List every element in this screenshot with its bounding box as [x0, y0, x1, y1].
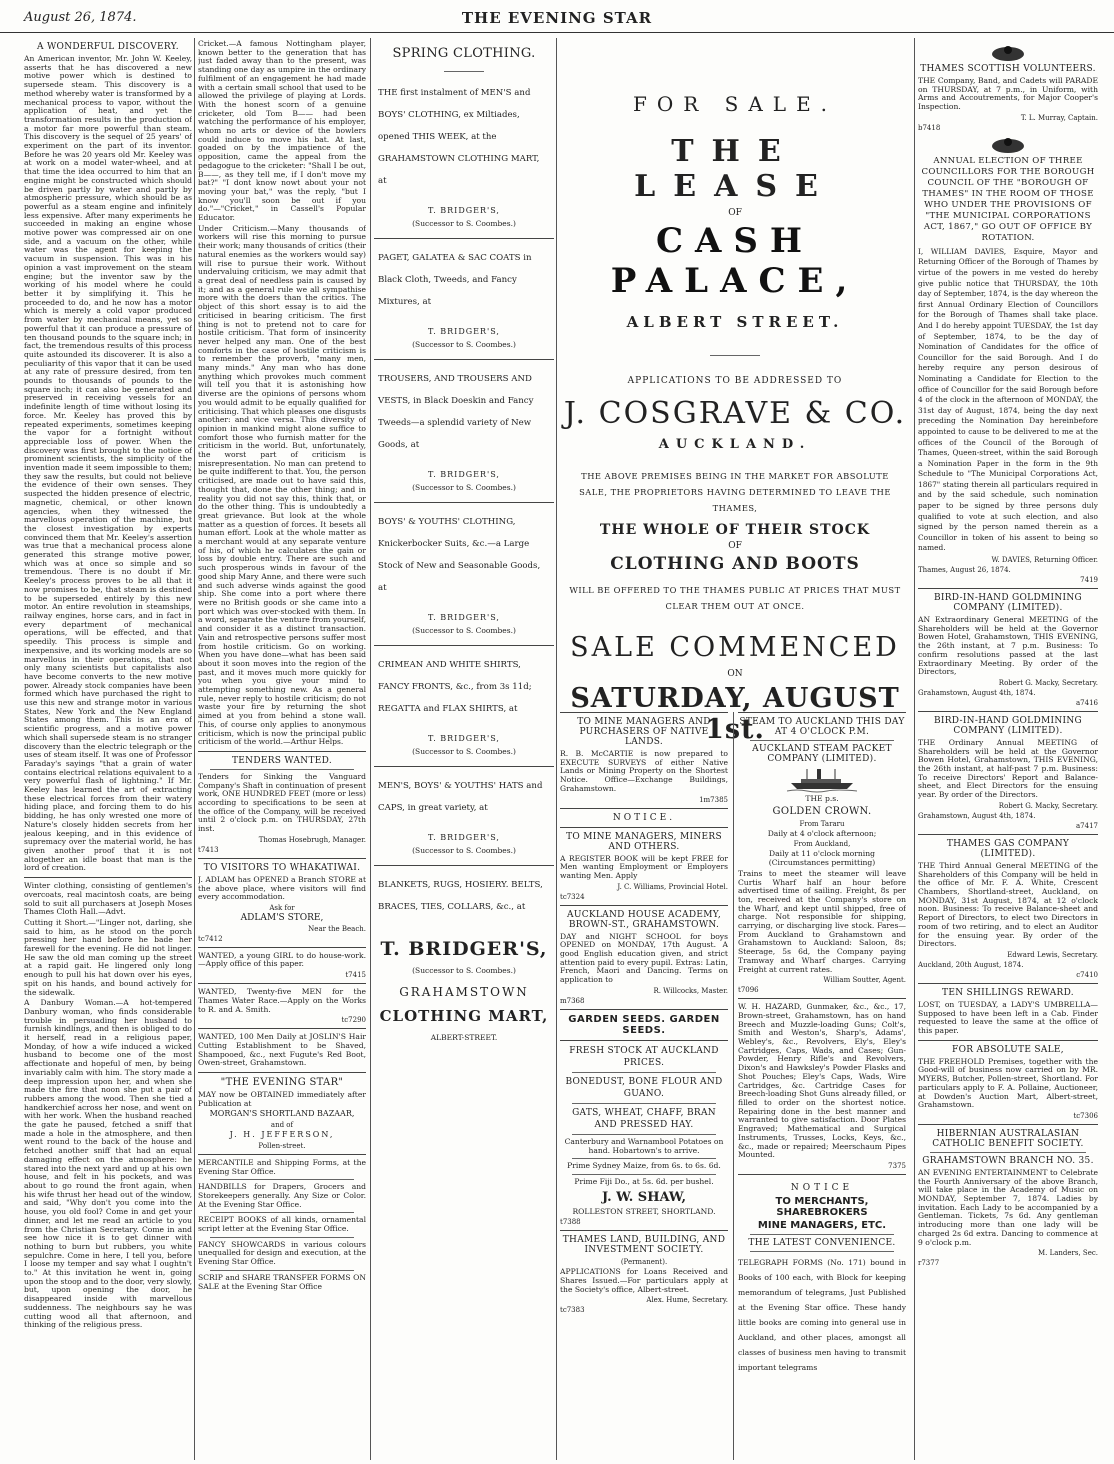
ad-signature: Edward Lewis, Secretary. [1007, 950, 1098, 959]
divider [374, 766, 554, 767]
divider [738, 1174, 906, 1175]
advertisement-paragraph: Winter clothing, consisting of gentlemen's overcoats, real macintosh coats, are being sold to suit all purchasers at Joseph Moses Thames Cloth Hall.—Advt. [24, 881, 192, 917]
ad-body: BLANKETS, RUGS, HOSIERY. BELTS, BRACES, TIES, COLLARS, &c., at [378, 880, 543, 912]
divider [198, 1028, 366, 1029]
divider [374, 238, 554, 239]
ad-body: MEN'S, BOYS' & YOUTHS' HATS and CAPS, in great variety, at [378, 781, 543, 813]
ad-vendor-note: (Successor to S. Coombes.) [412, 626, 516, 635]
ad-heading: GRAHAMSTOWN BRANCH NO. 35. [922, 1155, 1094, 1166]
ad-heading: AUCKLAND HOUSE ACADEMY, BROWN-ST., GRAHAMSTOWN. [567, 909, 721, 930]
ad-vendor: T. BRIDGER'S, [428, 327, 500, 336]
ad-body: THE Company, Band, and Cadets will PARADE on THURSDAY, at 7 p.m., in Uniform, with Arms and Accoutrements, for Major Cooper's Inspection. [918, 76, 1098, 112]
ad-signature: Thomas Hosebrugh, Manager. [258, 835, 366, 844]
divider [750, 740, 894, 741]
column-rule [733, 712, 734, 1460]
ad-body: Tenders for Sinking the Vanguard Company's Shaft in continuation of present work, ONE HUNDRED FEET (more or less) according to specifications to be seen at the office of the Company, will be received until 2 o'clock p.m. on THURSDAY, 27th inst. [198, 771, 366, 834]
divider [560, 1230, 728, 1231]
bottom-subcolumns [560, 712, 910, 1460]
divider [710, 355, 760, 356]
column-1 [24, 40, 192, 1460]
divider [374, 359, 554, 360]
ad-text: GATS, WHEAT, CHAFF, BRAN AND PRESSED HAY. [572, 1107, 716, 1130]
store-address: ALBERT-STREET. [430, 1033, 498, 1042]
ad-heading: MINE MANAGERS, ETC. [757, 1219, 887, 1231]
ad-heading: THAMES LAND, BUILDING, AND INVESTMENT SOCIETY. [562, 1235, 726, 1256]
ad-reference: c7410 [1076, 970, 1098, 979]
ad-heading: FOR ABSOLUTE SALE, [952, 1044, 1064, 1055]
applications-text: APPLICATIONS TO BE ADDRESSED TO [627, 376, 843, 386]
ad-body: W. H. HAZARD, Gunmaker, &c., &c., 17, Brown-street, Grahamstown, has on hand Breech and Muzzle-loading Guns; Colt's, Smith and Weston's, Sharp's, Adams', Webley's, &c., Revolvers, Ely's, Eley's Cartridges, Caps, Wads, and Cases; Gun-Powder, Henry Rifle's and Revolvers, Dixon's and Hawksley's Powder Flasks and Shot Pouches; Eley's Caps, Wads, Wire Cartridges, &c. Cartridge Cases for Breech-loading Shot Guns already filled, or filled to order on the shortest notice. Repairing done in the best manner and warranted to give satisfaction. Door Plates Engraved; Mathematical and Surgical Instruments, Trusses, Locks, Keys, &c., &c., made or repaired; Meerschaum Pipes Mounted. [738, 1002, 906, 1160]
article-paragraph: Cutting it Short.—"Linger not, darling, she said to him, as he stood on the porch pressing her hand before he bade her farewell for the evening. He did not linger. He saw the old man coming up the street at a rapid gait. He lingered only long enough to pull his hat down over his eyes, spit on his hands, and bound actively for the sidewalk. [24, 917, 192, 997]
issue-date: August 26, 1874. [24, 10, 137, 25]
divider [750, 1234, 894, 1235]
vendor-name-large: T. BRIDGER'S, [380, 938, 548, 960]
ad-body: A REGISTER BOOK will be kept FREE for Men wanting Employment or Employers wanting Men. Apply [560, 853, 728, 880]
ad-heading: THAMES GAS COMPANY (LIMITED). [946, 838, 1070, 859]
divider [374, 645, 554, 646]
divider [738, 712, 906, 713]
ad-body: TROUSERS, AND TROUSERS AND VESTS, in Black Doeskin and Fancy Tweeds—a splendid variety of New Goods, at [378, 374, 534, 450]
sale-date-heading: SATURDAY, AUGUST 1st. [570, 683, 900, 745]
column-2 [198, 40, 366, 1460]
ad-body: WANTED, a young GIRL to do house-work.—Apply office of this paper. [198, 950, 366, 969]
ad-heading: STEAM TO AUCKLAND THIS DAY AT 4 O'CLOCK P.M. [739, 717, 905, 737]
divider [210, 769, 354, 770]
store-location: GRAHAMSTOWN [399, 985, 529, 999]
ad-text: Daily at 11 o'clock morning (Circumstances permitting) [768, 849, 876, 868]
ad-body: DAY and NIGHT SCHOOL for boys OPENED on MONDAY, 17th August. A good English education given, and strict attention paid to every pupil. Extras: Latin, French, Maori and Dancing. Terms on application to [560, 931, 728, 985]
ad-body: MAY now be OBTAINED immediately after Publication at [198, 1090, 366, 1108]
divider [572, 1158, 716, 1159]
divider [560, 905, 728, 906]
divider [560, 827, 728, 828]
ad-body: MERCANTILE and Shipping Forms, at the Evening Star Office. [198, 1157, 366, 1176]
column-rule [194, 38, 195, 1460]
ad-heading: TEN SHILLINGS REWARD. [942, 987, 1074, 998]
divider [738, 998, 906, 999]
divider [560, 808, 728, 809]
ad-text: THE p.s. [805, 794, 839, 803]
ad-vendor-note: (Successor to S. Coombes.) [412, 219, 516, 228]
divider [572, 1072, 716, 1073]
ad-text: BONEDUST, BONE FLOUR AND GUANO. [565, 1076, 723, 1099]
store-name: CLOTHING MART, [379, 1007, 549, 1025]
divider [198, 751, 366, 752]
ad-reference: t7415 [345, 971, 366, 980]
divider [930, 1152, 1086, 1153]
ad-body: BOYS' & YOUTHS' CLOTHING, Knickerbocker Suits, &c.—a Large Stock of New and Seasonable Goods, at [378, 517, 541, 593]
ad-signature: Robert G. Macky, Secretary. [998, 801, 1098, 810]
divider [918, 711, 1098, 712]
company-name: J. COSGRAVE & CO. [563, 396, 907, 431]
divider [560, 1009, 728, 1010]
ad-reference: 7419 [1080, 576, 1098, 585]
ad-body: AN EVENING ENTERTAINMENT to Celebrate the Fourth Anniversary of the above Branch, will take place in the Academy of Music on MONDAY, September 7, 1874. Ladies by invitation. Each Lady to be accompanied by a Gentleman. Tickets, 7s 6d. Any gentleman introducing more than one lady will be charged 2s 6d extra. Dancing to commence at 9 o'clock p.m. [918, 1167, 1098, 1247]
ad-text: MORGAN'S SHORTLAND BAZAAR, [209, 1109, 355, 1119]
ad-signature: Alex. Hume, Secretary. [646, 1296, 728, 1305]
cash-palace-heading: CASH PALACE, [610, 221, 860, 301]
ad-reference: tc7290 [341, 1016, 366, 1025]
ad-text: ADLAM'S STORE, [240, 912, 324, 923]
ad-heading: NOTICE. [612, 812, 676, 823]
ad-reference: t7413 [198, 845, 219, 854]
ad-body: RECEIPT BOOKS of all kinds, ornamental script letter at the Evening Star Office. [198, 1215, 366, 1234]
divider [444, 71, 484, 72]
column-rule [556, 38, 557, 1460]
article-paragraph: Under Criticism.—Many thousands of workers will rise this morning to pursue their work; many thousands of critics (their natural enemies as the workers would say) will rise to pursue their work. Without undervaluing criticism, we may admit that a great deal of needless pain is caused by it; and as a general rule we all sympathise more with the doers than the critics. The object of this short essay is to aid the criticised in bearing criticism. The first thing is not to pretend not to care for hostile criticism. That form of insincerity never helped any man. One of the best comforts in the case of hostile criticism is to remember the proverb, "many men, many minds." Any man who has done anything which provokes much comment will tell you that it is astonishing how diverse are the opinions of persons whom you would admit to be equally qualified for criticising. That which pleases one disgusts another: and vice versa. This diversity of opinion in mankind might alone suffice to comfort those who furnish matter for the criticism in the world. But, unfortunately, the worst part of criticism is misrepresentation. No man can pretend to be quite indifferent to that. You, the person criticised, are made out to have said this, thought that, done the other thing; and in reality you did not say this, think that, or do the other thing. This is undoubtedly a great grievance. But look at the whole matter as a question of forces. It besets all human effort. Look at the whole matter as a merchant would at any separate venture of his, of which he calculates the gain or loss by double entry. There are such and such prosperous winds in favour of the good ship Mary Anne, and there were such and such adverse winds against the good ship. She come into a port where there were no British goods or she came into a port which was over-stocked with them. In a word, separate the venture from yourself, and consider it as a distinct transaction. Vain and retrospective persons suffer most from hostile criticism. Go on working. When you have done—what has been said about it soon moves into the region of the past, and it moves much more quickly for you when you give your mind to attempting something new. As a general rule, never reply to hostile criticism; do not waste your fire by returning the shot aimed at you from behind a stone wall. This, of course only applies to anonymous criticism, which is now the principal public criticism of the world.—Arthur Helps. [198, 223, 366, 747]
ad-heading: TO MINE MANAGERS, MINERS AND OTHERS. [566, 831, 722, 852]
ad-body: SCRIP and SHARE TRANSFER FORMS ON SALE at the Evening Star Office [198, 1272, 366, 1291]
vendor-name: J. W. SHAW, [601, 1189, 687, 1205]
ad-heading: GARDEN SEEDS. GARDEN SEEDS. [568, 1013, 720, 1036]
ad-signature: R. Willcocks, Master. [653, 986, 728, 995]
ad-body: APPLICATIONS for Loans Received and Shares Issued.—For particulars apply at the Society's office, Albert-street. [560, 1267, 728, 1294]
connector-text: OF [728, 541, 742, 551]
clothing-heading: CLOTHING AND BOOTS [610, 554, 860, 574]
ad-heading: BIRD-IN-HAND GOLDMINING COMPANY (LIMITED). [933, 593, 1083, 614]
divider [560, 712, 728, 713]
ad-body: R. B. McCARTIE is now prepared to EXECUTE SURVEYS of either Native Lands or Mining Property on the Shortest Notice. Office—Exchange Buildings, Grahamstown. [560, 749, 728, 793]
ad-heading: "THE EVENING STAR" [220, 1077, 344, 1089]
ad-text: Near the Beach. [308, 924, 366, 933]
ad-date: Grahamstown, August 4th, 1874. [918, 811, 1036, 820]
ad-body: I, WILLIAM DAVIES, Esquire, Mayor and Returning Officer of the Borough of Thames by virtue of the powers in me vested do hereby give public notice that THURSDAY, the 10th day of September, 1874, is the day whereon the first Annual Ordinary Election of Councillors for the Borough of Thames shall take place. And I do hereby appoint TUESDAY, the 1st day of September, 1874, to be the day of Nomination of Candidates for the office of Councillor for the said Borough. And I do hereby require any person desirous of Nominating a Candidate for Election to the office of Councillor for the said Borough before 4 of the clock in the afternoon of MONDAY, the 31st day of August, 1874, being the day next preceding the Nomination Day hereinbefore appointed to cause to be delivered to me at the offices of the Council of the Borough of Thames, Queen-street, within the said Borough a Nomination Paper in the form in the 9th Schedule to "The Municipal Corporations Act, 1867" stating therein all particulars required in and by the said schedule, such nomination paper to be signed by three persons duly qualified to vote at such election, and also signed by the person named therein as a Councillor in token of his assent to being so named. [918, 246, 1098, 553]
ad-body: HANDBILLS for Drapers, Grocers and Storekeepers generally. Any Size or Color. At the Evening Star Office. [198, 1182, 366, 1209]
ad-heading: AUCKLAND STEAM PACKET COMPANY (LIMITED). [752, 744, 892, 764]
connector-text: ON [727, 669, 743, 679]
divider [198, 983, 366, 984]
divider [198, 1154, 366, 1155]
ad-text: FRESH STOCK AT AUCKLAND PRICES. [569, 1045, 719, 1068]
ad-reference: m7368 [560, 996, 585, 1005]
ad-text: Ask for [269, 903, 295, 912]
street-heading: ALBERT STREET. [626, 313, 844, 331]
ad-body: THE first instalment of MEN'S and BOYS' CLOTHING, ex Miltiades, opened THIS WEEK, at the GRAHAMSTOWN CLOTHING MART, at [378, 88, 540, 186]
ad-heading: TENDERS WANTED. [231, 755, 333, 766]
ad-signature: J. C. Williams, Provincial Hotel. [617, 882, 728, 891]
divider [918, 1124, 1098, 1125]
ad-body: WANTED, 100 Men Daily at JOSLIN'S Hair Cutting Establishment to be Shaved, Shampooed, &c., next Fugute's Red Boot, Owen-street, Grahamstown. [198, 1032, 366, 1068]
ad-reference: a7416 [1076, 698, 1098, 707]
divider [374, 865, 554, 866]
ad-body: THE Third Annual General MEETING of the Shareholders of this Company will be held in the office of Mr. F. A. White, Crescent Chambers, Shortland-street, Auckland, on MONDAY, 31st August, 1874, at 12 o'clock noon. Business: To receive Balance-sheet and Report of Directors, to elect two Directors in room of two retiring, and to elect an Auditor for the ensuing year. By order of the Directors. [918, 860, 1098, 949]
divider [918, 834, 1098, 835]
ad-heading: THE LATEST CONVENIENCE. [748, 1237, 896, 1248]
ad-reference: 1m7385 [699, 795, 728, 804]
ad-reference: tc7324 [560, 892, 585, 901]
ad-reference: tc7383 [560, 1306, 585, 1315]
ad-body: PAGET, GALATEA & SAC COATS in Black Cloth, Tweeds, and Fancy Mixtures, at [378, 253, 532, 307]
column-rule [370, 38, 371, 1460]
ad-text: Canterbury and Warnambool Potatoes on hand. Hobartown's to arrive. [564, 1136, 724, 1155]
article-paragraph: A Danbury Woman.—A hot-tempered Danbury woman, who finds considerable trouble in persuading her husband to furnish kindlings, and then is obliged to do it herself, read in a religious paper, Monday, of how a wife induced a wicked husband to become one of the most affectionate and hopeful of men, by being invariably calm with him. The story made a deep impression upon her, and when she made the fire that noon she put a pair of rubbers among the wood. Then she tied a handkerchief across her nose, and went on with her work. When the husband reached the gate he paused, fetched a sniff that made a hole in the atmosphere, and then went round to the back of the house and fetched another sniff that had an equal damaging effect on the atmosphere: he stared into the next yard and up at his own house, and felt in his pockets, and was about to go round the front again, when his wife thrust her head out of the window, and said, "Why don't you come into the house, you old fool? Come in and get your dinner, and let me read an article to you from the Christian Secretary. Come in and see how nice it is to get dinner with nothing to burn but rubbers, you white sepulchre. Come in here, I tell you, before I loose my temper and say what I oughtn't to." At this invitation he went in, going upon the stoop and to the door, very slowly, but, upon opening the door, he disappeared inside with marvellous suddenness. The neighbours say he was cutting wood all that afternoon, and thinking of the religious press. [24, 998, 192, 1330]
for-sale-heading: FOR SALE. [632, 92, 838, 116]
company-city: AUCKLAND. [658, 437, 812, 452]
ad-text: Daily at 4 o'clock afternoon; [767, 828, 877, 838]
sale-commenced-heading: SALE COMMENCED [570, 632, 900, 663]
ad-text: (Permanent). [620, 1258, 668, 1267]
ad-reference: tc7412 [198, 934, 223, 943]
ad-body: FANCY SHOWCARDS in various colours unequalled for design and execution, at the Evening Star Office. [198, 1239, 366, 1267]
ad-text: J. H. JEFFERSON, [229, 1130, 335, 1140]
ad-signature: T. L. Murray, Captain. [1020, 113, 1098, 122]
article-paragraph: Cricket.—A famous Nottingham player, known better to the generation that has just faded away than to the present, was standing one day as umpire in the ordinary fulfilment of an engagement he had made with a certain small school that used to be allowed the privilege of playing at Lords. With the honest scorn of a genuine cricketer, old Tom B—— had been watching the performance of his employer, whom no arts or device of the bowlers could induce to move his bat. At last, goaded on by the impatience of the opposition, came the appeal from the pedagogue to the cricketer: "Shall I be out, B——, as they tell me, if I don't move my bat?" "I dont know nowt about your not moving your bat," was the reply, "but I know you'll soon be out if you do."—"Cricket," in Cassell's Popular Educator. [198, 40, 366, 223]
divider [750, 1251, 894, 1252]
ad-body: TELEGRAPH FORMS (No. 171) bound in Books of 100 each, with Block for keeping memorandum of telegrams, Just Published at the Evening Star office. These handy little books are coming into general use in Auckland, and other places, amongst all classes of business men having to transmit important telegrams [738, 1257, 906, 1372]
ad-body: J. ADLAM has OPENED a Branch STORE at the above place, where visitors will find every accommodation. [198, 874, 366, 902]
ad-text: From Tararu [799, 819, 845, 828]
ad-vendor: T. BRIDGER'S, [428, 613, 500, 622]
ad-body: WANTED, Twenty-five MEN for the Thames Water Race.—Apply on the Works to R. and A. Smith. [198, 987, 366, 1014]
ad-date: Auckland, 20th August, 1874. [918, 960, 1024, 969]
ad-text: and of [270, 1121, 294, 1130]
masthead [0, 0, 1114, 33]
ad-vendor: T. BRIDGER'S, [428, 470, 500, 479]
ad-vendor-note: (Successor to S. Coombes.) [412, 340, 516, 349]
article-heading: A WONDERFUL DISCOVERY. [37, 42, 179, 52]
ad-reference: t7096 [738, 986, 759, 995]
ad-body: AN Extraordinary General MEETING of the Shareholders will be held at the Governor Bowen Hotel, Grahamstown, THIS EVENING, the 26th instant, at 7 p.m. Business: To confirm resolutions passed at the last Extraordinary Meeting. By order of the Directors, [918, 615, 1098, 677]
ad-body: THE Ordinary Annual MEETING of Shareholders will be held at the Governor Bowen Hotel, Grahamstown, THIS EVENING, the 26th instant, at half-past 7 p.m. Business: To receive Directors' Report and Balance-sheet, and Elect Directors for the ensuing year. By order of the Directors. [918, 737, 1098, 800]
ad-reference: 7375 [888, 1161, 906, 1170]
newspaper-title: THE EVENING STAR [461, 9, 653, 27]
divider [198, 858, 366, 859]
stock-heading: THE WHOLE OF THEIR STOCK [599, 522, 871, 538]
divider [198, 1072, 366, 1073]
crest-icon [990, 44, 1026, 62]
ad-vendor: T. BRIDGER'S, [428, 734, 500, 743]
divider [210, 1179, 354, 1180]
vendor-address: ROLLESTON STREET, SHORTLAND. [572, 1206, 716, 1216]
ad-signature: Robert G. Macky, Secretary. [998, 678, 1098, 687]
column-rule [914, 38, 915, 1460]
divider [572, 1134, 716, 1135]
sale-notice: THE ABOVE PREMISES BEING IN THE MARKET FOR ABSOLUTE SALE, THE PROPRIETORS HAVING DETERMINED TO LEAVE THE THAMES, [579, 471, 891, 513]
divider [918, 1040, 1098, 1041]
ad-heading: TO VISITORS TO WHAKATIWAI. [203, 862, 361, 873]
divider [374, 502, 554, 503]
ad-text: Prime Sydney Maize, from 6s. to 6s. 6d. [567, 1161, 721, 1171]
divider [210, 1237, 354, 1238]
ad-vendor-note: (Successor to S. Coombes.) [412, 483, 516, 492]
ad-reference: r7377 [918, 1259, 940, 1268]
divider [198, 947, 366, 948]
ad-body: Trains to meet the steamer will leave Curtis Wharf half an hour before advertised time of sailing. Freight, 8s per ton, received at the Company's store on the Wharf, and kept until shipped, free of charge. Not responsible for shipping, carrying, or discharging live stock. Fares—From Auckland to Grahamstown and Grahamstown to Auckland: Saloon, 8s; Steerage, 5s 6d, the Company paying Tramway and Wharf charges. Carrying Freight at current rates. [738, 868, 906, 974]
ad-text: Prime Fiji Do., at 5s. 6d. per bushel. [574, 1176, 714, 1186]
divider [24, 877, 192, 878]
ad-heading: THAMES SCOTTISH VOLUNTEERS. [920, 64, 1096, 74]
subcolumn-right [738, 712, 906, 1460]
subcolumn-left [560, 712, 728, 1460]
ad-heading: HIBERNIAN AUSTRALASIAN CATHOLIC BENEFIT SOCIETY. [932, 1128, 1084, 1149]
ad-heading: TO MINE MANAGERS AND PURCHASERS OF NATIVE LANDS. [577, 717, 711, 747]
divider [210, 1212, 354, 1213]
ad-heading: SPRING CLOTHING. [392, 46, 536, 61]
ad-body: THE FREEHOLD Premises, together with the Good-will of business now carried on by MR. MYERS, Butcher, Pollen-street, Shortland. For particulars apply to F. A. Pollaine, Auctioneer, at Dowden's Auction Mart, Albert-street, Grahamstown. [918, 1056, 1098, 1110]
ad-text: Pollen-street. [258, 1141, 306, 1150]
ad-date: Grahamstown, August 4th, 1874. [918, 688, 1036, 697]
ad-vendor-note: (Successor to S. Coombes.) [412, 747, 516, 756]
ad-date: Thames, August 26, 1874. [918, 566, 1011, 575]
divider [572, 1103, 716, 1104]
ad-reference: b7418 [918, 123, 941, 132]
ad-signature: William Soutter, Agent. [823, 976, 906, 985]
ship-name: GOLDEN CROWN. [772, 805, 872, 817]
crest-icon [990, 136, 1026, 154]
ad-body: LOST, on TUESDAY, a LADY'S UMBRELLA—Supposed to have been left in a Cab. Finder requested to leave the same at the office of this paper. [918, 999, 1098, 1036]
column-3 [374, 40, 554, 1460]
connector-text: OF [728, 208, 742, 218]
ad-signature: W. DAVIES, Returning Officer. [991, 556, 1098, 565]
divider [572, 1174, 716, 1175]
ad-heading: ANNUAL ELECTION OF THREE COUNCILLORS FOR THE BOROUGH COUNCIL OF THE "BOROUGH OF THAMES" IN THE ROOM OF THOSE WHO UNDER THE PROVISIONS OF "THE MUNICIPAL CORPORATIONS ACT, 1867," GO OUT OF OFFICE BY ROTATION. [921, 155, 1095, 243]
divider [918, 983, 1098, 984]
ad-reference: t7388 [560, 1218, 581, 1227]
steamship-icon [787, 767, 857, 793]
ad-heading: NOTICE [790, 1182, 854, 1193]
divider [918, 588, 1098, 589]
ad-vendor-note: (Successor to S. Coombes.) [412, 846, 516, 855]
column-4 [560, 40, 910, 1460]
ad-vendor-note: (Successor to S. Coombes.) [412, 966, 516, 975]
offer-notice: WILL BE OFFERED TO THE THAMES PUBLIC AT PRICES THAT MUST CLEAR THEM OUT AT ONCE. [569, 585, 901, 611]
divider [560, 1040, 728, 1041]
ad-vendor: T. BRIDGER'S, [428, 833, 500, 842]
divider [210, 1270, 354, 1271]
ad-text: From Auckland, [793, 840, 851, 849]
ad-heading: TO MERCHANTS, SHAREBROKERS [775, 1195, 869, 1218]
article-body: An American inventor, Mr. John W. Keeley, asserts that he has discovered a new motive power which is destined to supersede steam. This discovery is a method whereby water is transformed by a mechanical process to vapor, without the application of heat, and yet the transformation results in the production of a motor far more powerful than steam. This discovery is the sequel of 25 years' of experiment on the part of its inventor. Before he was 20 years old Mr. Keeley was at work on a model water-wheel, and at that time the idea occurred to him that an engine might be constructed which should be driven partly by water and partly by atmospheric pressure, which should be as powerful as a steam engine and infinitely less expensive. After many experiments he succeeded in making an engine whose motive power was compressed air on one side, and a vacuum on the other, while water was the agent for keeping the vacuum in suspension. This was in his opinion a vast improvement on the steam engine; but the inventor saw by the working of his model where he could better it by simplifying it. This he proceeded to do, and he now has a motor which is merely a cold vapor produced from water by mechanical means, yet so powerful that it can produce a pressure of ten thousand pounds to the square inch; in fact, the tremendous results of this process quite astounded its discoverer. It is also a peculiarity of this vapor that it can be used at any rate of pressure desired, from ten pounds to thousands of pounds to the square inch; it can also be generated and preserved in receiving vessels for an indefinite length of time without losing its force. Mr. Keeley has proved this by repeated experiments, sometimes keeping the vapor for a fortnight without appreciable loss of power. When the discovery was first brought to the notice of prominent scientists, the simplicity of the invention made it seem impossible to them; they saw the results, but could not believe the evidence of their own senses. They suspected the hidden presence of electric, magnetic, chemical, or other known agencies, when they witnessed the marvellous operation of the machine, but the closest investigation by experts convinced them that Mr. Keeley's assertion was true that a mechanical process alone generated this strange motive power, which was at once so simple and so tremendous. There is no doubt if Mr. Keeley's process proves to be all that it now promises to be, that steam is destined to be superseded entirely by this new motor. An entire revolution in steamships, railway engines, horse cars, and in fact in every department of mechanical operations, will be effected, and that speedily. This process is simple and inexpensive, and its working models are so marvellous in their operations, that not only many scientists but capitalists also have become converts to the new motive power. Already stock companies have been formed which have purchased the right to use this new and strange motor in various States, New York and the New England States among them. This is an era of scientific progress, and a motive power which shall supersede steam is no stranger discovery than the electric telegraph or the uses of steam itself. It was one of Professor Faraday's sayings "that a grain of water contains electrical relations equivalent to a very powerful flash of lightning." If Mr. Keeley has learned the art of extracting these electrical forces from their watery hiding place, and forcing them to do his bidding, he has only wrested one more of Nature's closely hidden secrets from her jealous keeping, and in this evidence of supremacy over the material world, he has given another proof that it is not altogether an idle boast that man is the lord of creation. [24, 54, 192, 873]
ad-reference: tc7306 [1073, 1111, 1098, 1120]
ad-heading: BIRD-IN-HAND GOLDMINING COMPANY (LIMITED). [933, 715, 1083, 736]
lease-heading: THE LEASE [634, 134, 836, 204]
ad-signature: M. Landers, Sec. [1037, 1249, 1098, 1258]
ad-body: CRIMEAN AND WHITE SHIRTS, FANCY FRONTS, &c., from 3s 11d; REGATTA and FLAX SHIRTS, at [378, 660, 532, 714]
column-5 [918, 40, 1098, 1460]
ad-vendor: T. BRIDGER'S, [428, 206, 500, 215]
ad-reference: a7417 [1076, 821, 1098, 830]
